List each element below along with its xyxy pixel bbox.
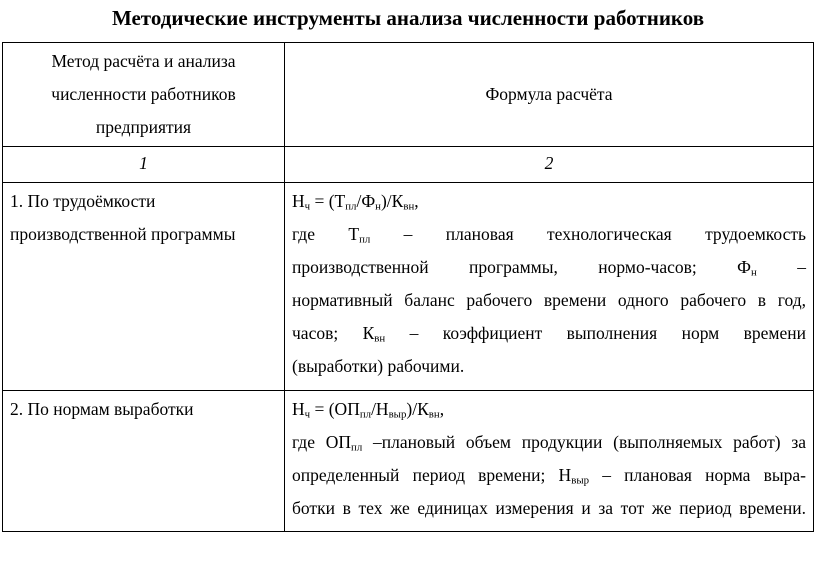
page-title: Методические инструменты анализа численности работников — [111, 6, 705, 30]
formula-line: определенный период времени; $Н_{выр}$ – плановая норма выра- — [292, 465, 806, 487]
table-row-labor-intensity — [3, 183, 814, 391]
headcount-analysis-table — [2, 42, 814, 532]
formula-line: $Н_ч = (Т_{пл}/Ф_н)/К_{вн}$, — [292, 191, 419, 213]
formula-line: часов; $К_{вн}$ – коэффициент выполнения норм времени — [292, 323, 807, 345]
formula-line: (выработки) рабочими. — [292, 356, 465, 376]
formula-line: нормативный баланс рабочего времени одного рабочего в год, — [292, 290, 806, 310]
formula-line: где $Т_{пл}$ – плановая технологическая трудоемкость — [292, 224, 807, 246]
formula-line: $Н_ч = (ОП_{пл}/Н_{выр})/К_{вн}$, — [292, 399, 445, 421]
column-index-2: 2 — [285, 147, 814, 183]
column-index-row — [3, 147, 814, 183]
header-method-column: Метод расчёта и анализа численности работников предприятия — [3, 43, 285, 147]
method-cell: 2. По нормам выработки — [3, 391, 285, 532]
formula-line: производственной программы, нормо-часов; $Ф_н$ – — [292, 257, 806, 279]
formula-line: ботки в тех же единицах измерения и за тот же период времени. — [292, 498, 806, 518]
formula-line: где $ОП_{пл}$ –плановый объем продукции (выполняемых работ) за — [292, 432, 806, 454]
header-formula-column: Формула расчёта — [285, 43, 814, 147]
formula-cell — [285, 183, 814, 391]
column-index-1: 1 — [3, 147, 285, 183]
table-row-output-norms — [3, 391, 814, 532]
header-row — [3, 43, 814, 147]
method-cell: 1. По трудоёмкости производственной программы — [3, 183, 285, 391]
formula-cell — [285, 391, 814, 532]
